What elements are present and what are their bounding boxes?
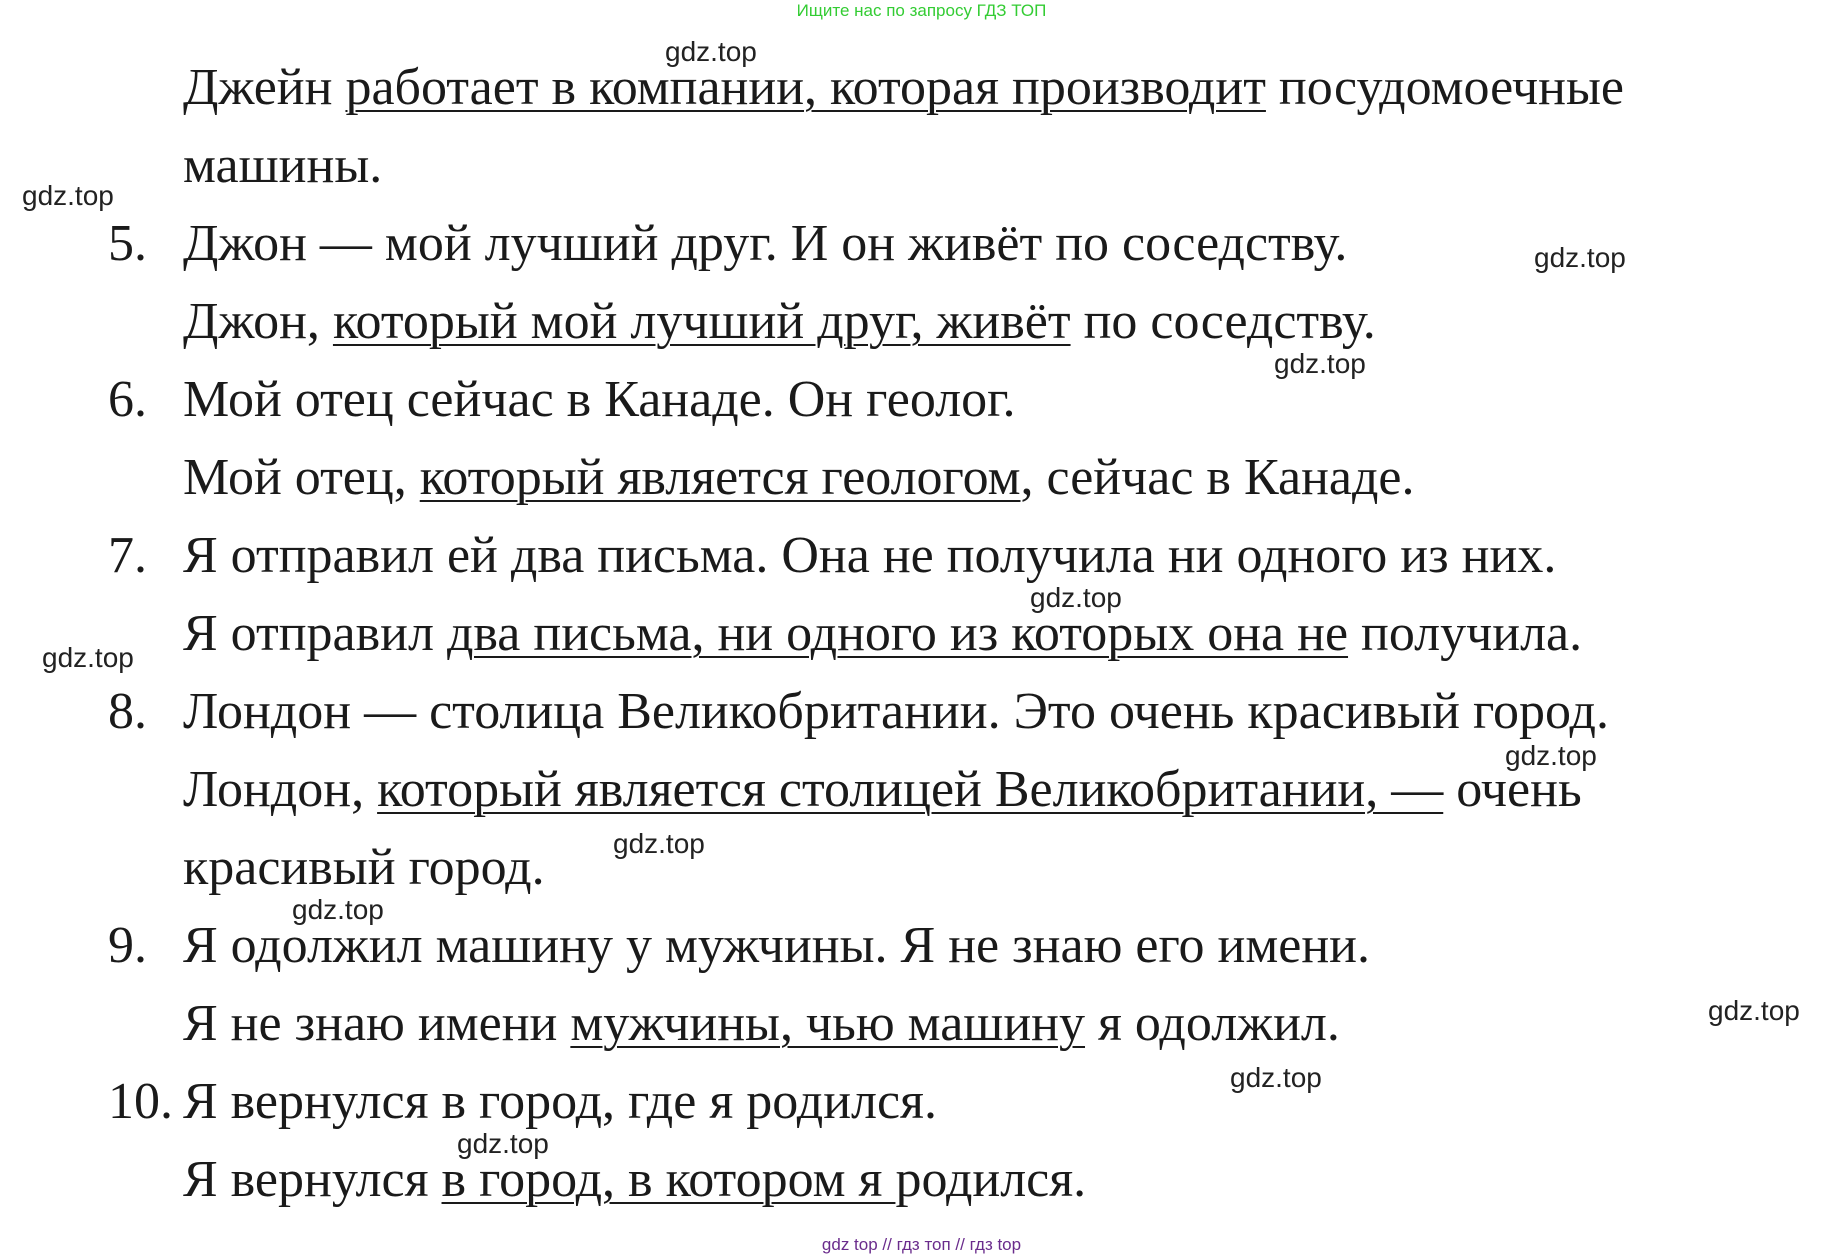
text-line bbox=[183, 682, 1609, 742]
watermark: gdz.top bbox=[42, 642, 134, 673]
text-line bbox=[183, 838, 545, 898]
line-text: получила. bbox=[1348, 605, 1583, 662]
line-text: Лондон — столица Великобритании. Это очень красивый город. bbox=[183, 683, 1609, 740]
line-text: я одолжил. bbox=[1085, 995, 1340, 1052]
line-text: красивый город. bbox=[183, 839, 545, 896]
line-text: Лондон, bbox=[183, 761, 378, 818]
watermark: gdz.top bbox=[1708, 995, 1800, 1026]
line-text: Я отправил ей два письма. Она не получила ни одного из них. bbox=[183, 527, 1557, 584]
watermark: gdz.top bbox=[1274, 348, 1366, 379]
line-text: Джон, bbox=[183, 293, 333, 350]
line-text: , сейчас в Канаде. bbox=[1020, 449, 1415, 506]
text-line bbox=[183, 604, 1582, 664]
line-text: Джон — мой лучший друг. И он живёт по соседству. bbox=[183, 215, 1348, 272]
line-text: посудомоечные bbox=[1265, 59, 1624, 116]
text-line bbox=[183, 526, 1556, 586]
watermark: gdz.top bbox=[1230, 1062, 1322, 1093]
text-line bbox=[183, 292, 1376, 352]
item-number: 9. bbox=[108, 917, 147, 974]
text-line bbox=[183, 136, 382, 196]
text-line bbox=[183, 58, 1624, 118]
text-line bbox=[183, 760, 1582, 820]
underlined-phrase: мужчины, чью машину bbox=[570, 995, 1086, 1052]
watermark: gdz.top bbox=[665, 36, 757, 67]
text-line bbox=[183, 1072, 937, 1132]
watermark: gdz.top bbox=[613, 828, 705, 859]
text-line bbox=[183, 214, 1347, 274]
underlined-phrase: который является столицей Великобритании, — bbox=[377, 761, 1444, 818]
underlined-phrase: в город, в котором я bbox=[441, 1151, 896, 1208]
watermark: gdz.top bbox=[1030, 582, 1122, 613]
text-line bbox=[183, 994, 1340, 1054]
line-text: очень bbox=[1443, 761, 1582, 818]
item-number: 8. bbox=[108, 683, 147, 740]
watermark: gdz.top bbox=[1534, 242, 1626, 273]
item-number: 6. bbox=[108, 371, 147, 428]
underlined-phrase: работает в компании, которая производит bbox=[345, 59, 1266, 116]
line-text: Я одолжил машину у мужчины. Я не знаю его имени. bbox=[183, 917, 1371, 974]
item-number: 5. bbox=[108, 215, 147, 272]
underlined-phrase: который мой лучший друг, живёт bbox=[332, 293, 1071, 350]
top-banner: Ищите нас по запросу ГДЗ ТОП bbox=[796, 1, 1047, 20]
text-line bbox=[183, 370, 1016, 430]
line-text: машины. bbox=[183, 137, 383, 194]
line-text: родился. bbox=[895, 1151, 1087, 1208]
line-text: Мой отец, bbox=[183, 449, 420, 506]
watermark: gdz.top bbox=[457, 1128, 549, 1159]
underlined-phrase: который является геологом bbox=[419, 449, 1021, 506]
footer: gdz top // гдз топ // гдз top bbox=[821, 1235, 1022, 1254]
item-number: 7. bbox=[108, 527, 147, 584]
line-text: Джейн bbox=[183, 59, 346, 116]
text-line bbox=[183, 1150, 1086, 1210]
underlined-phrase: два письма, ни одного из которых она не bbox=[446, 605, 1349, 662]
line-text: Я вернулся bbox=[183, 1151, 442, 1208]
watermark: gdz.top bbox=[22, 180, 114, 211]
line-text: Я вернулся в город, где я родился. bbox=[183, 1073, 937, 1130]
watermark: gdz.top bbox=[1505, 740, 1597, 771]
line-text: Я отправил bbox=[183, 605, 447, 662]
watermark: gdz.top bbox=[292, 894, 384, 925]
line-text: Мой отец сейчас в Канаде. Он геолог. bbox=[183, 371, 1016, 428]
line-text: Я не знаю имени bbox=[183, 995, 571, 1052]
line-text: по соседству. bbox=[1070, 293, 1376, 350]
item-number: 10. bbox=[108, 1073, 173, 1130]
text-line bbox=[183, 448, 1415, 508]
